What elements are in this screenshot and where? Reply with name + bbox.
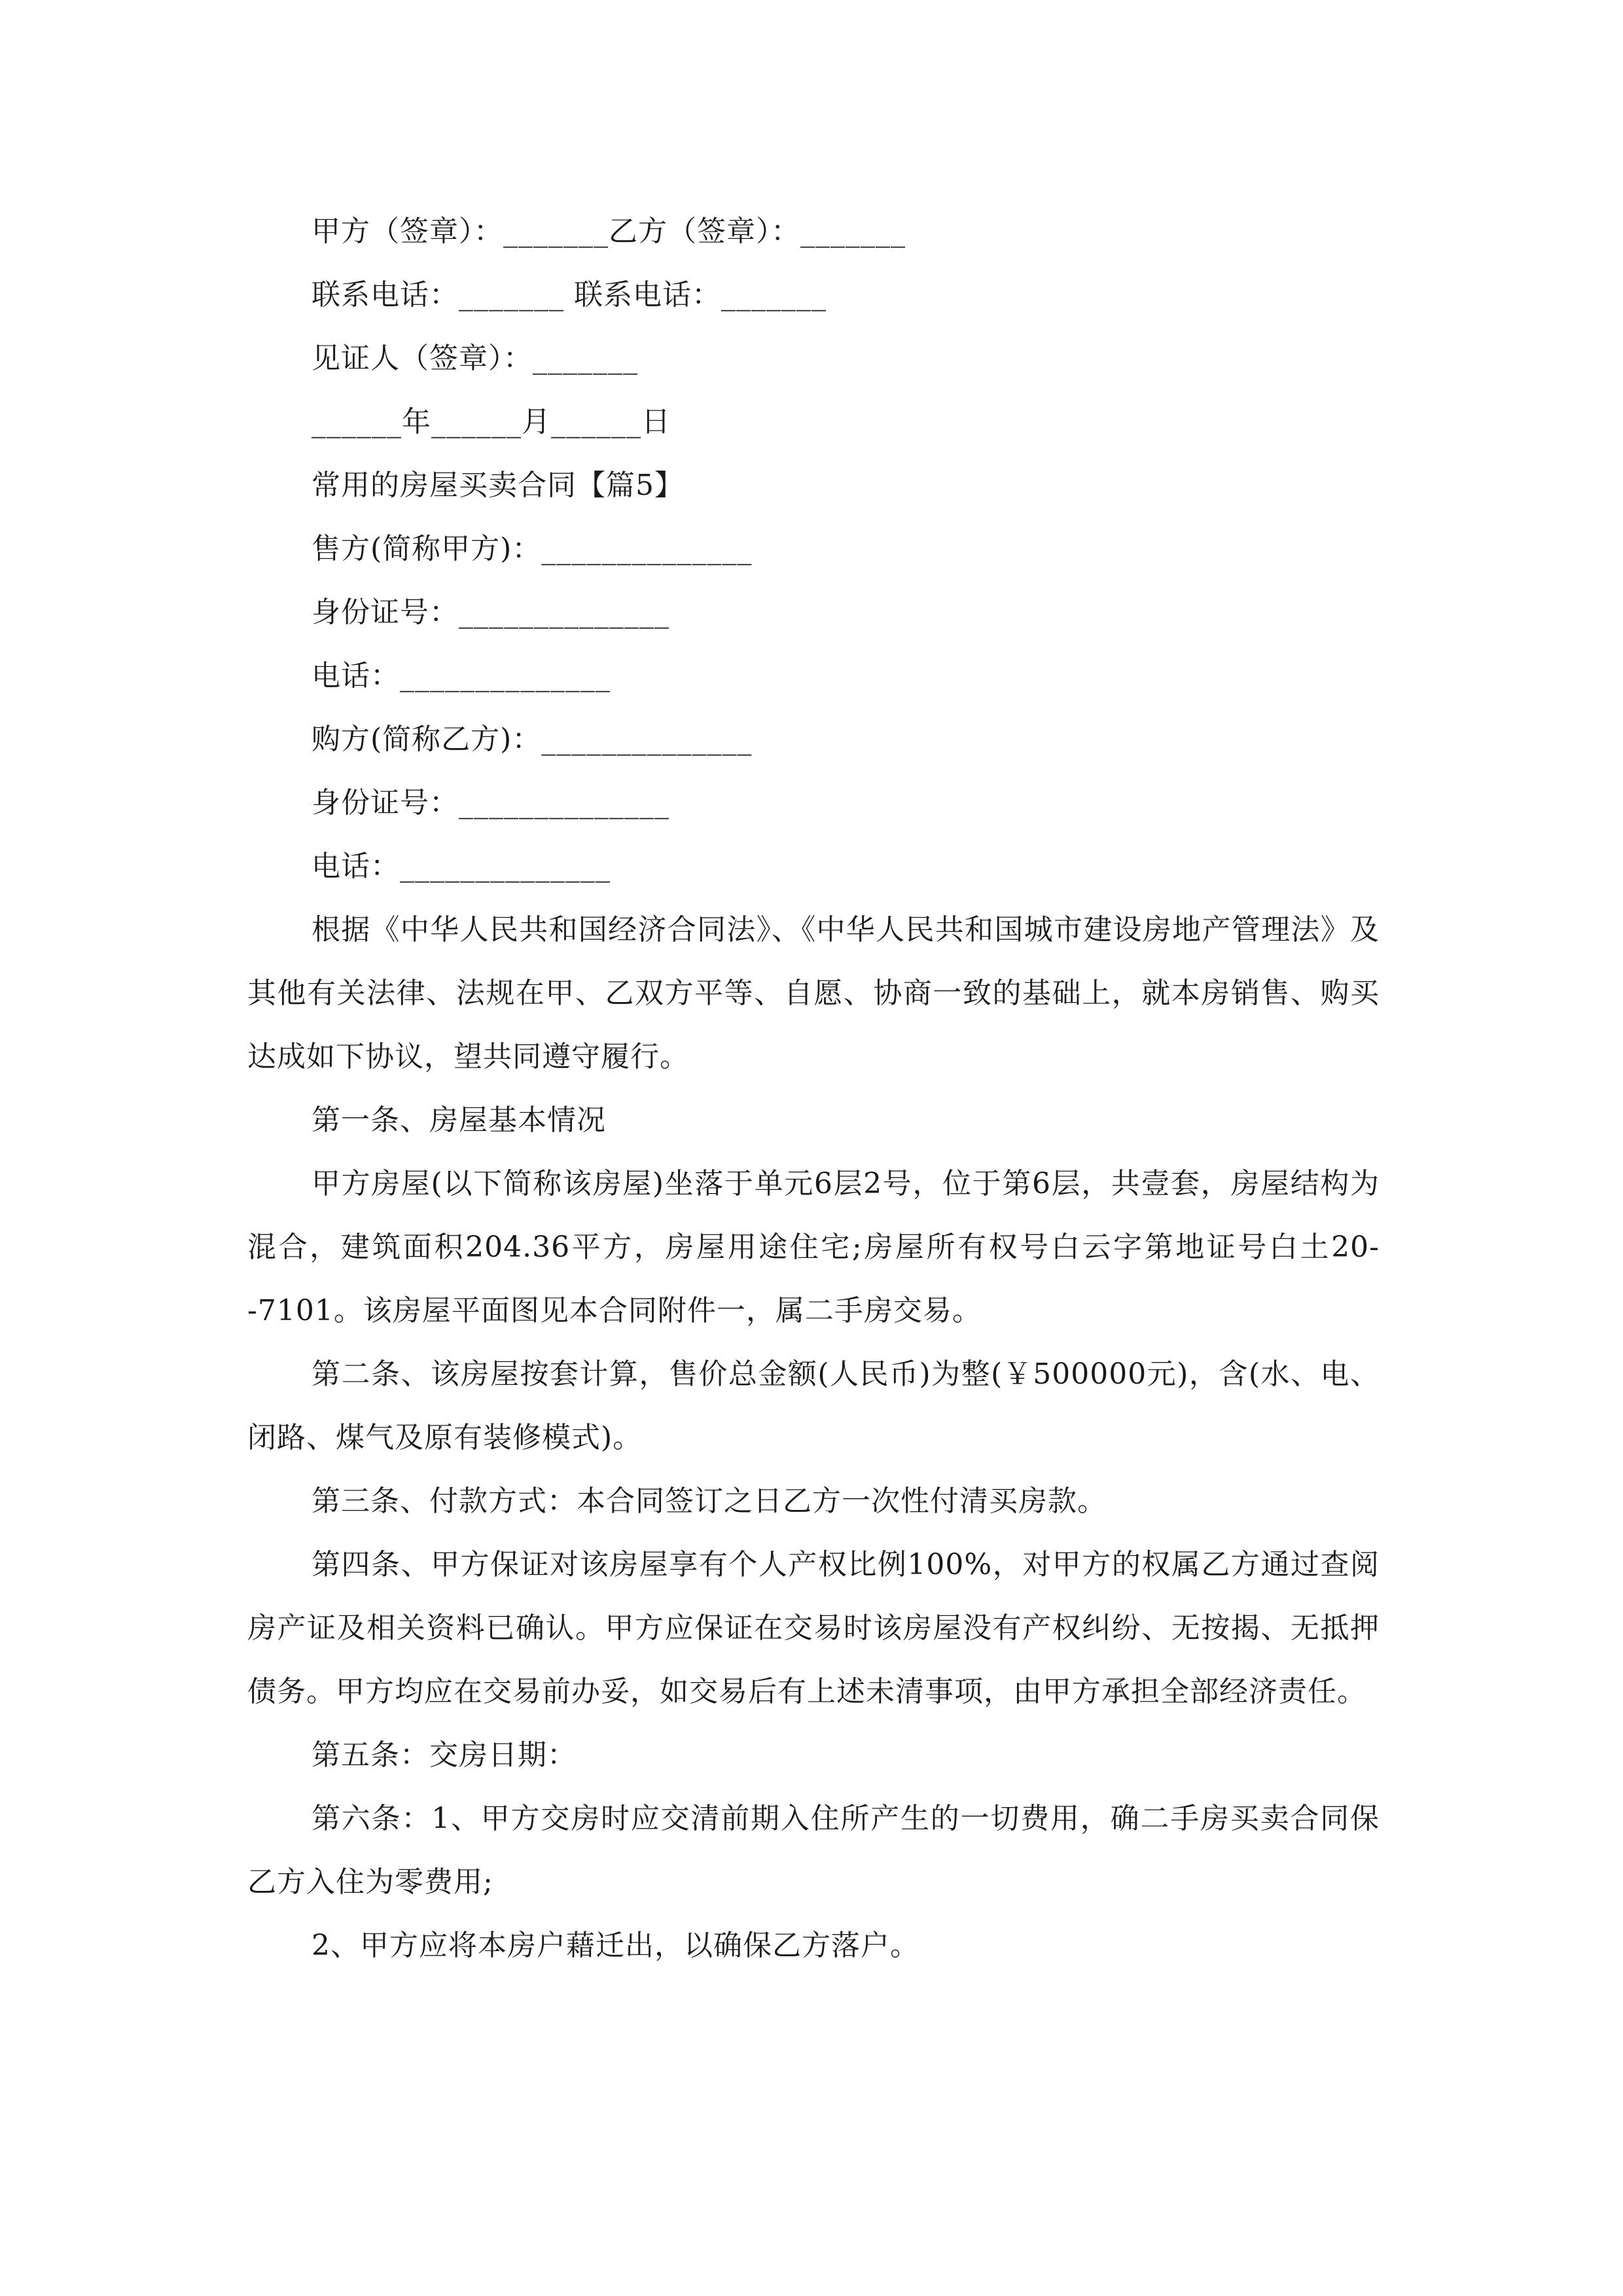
buyer-phone-line: 电话：______________	[312, 850, 611, 883]
signature-phone-line: 联系电话：_______ 联系电话：_______	[312, 278, 827, 312]
article4-paragraph: 第四条、甲方保证对该房屋享有个人产权比例100%，对甲方的权属乙方通过查阅房产证及相关资料已确认。甲方应保证在交易时该房屋没有产权纠纷、无按揭、无抵押债务。甲方均应在交易前办妥，如交易后有上述未清事项，由甲方承担全部经济责任。	[247, 1548, 1380, 1708]
article1-title: 第一条、房屋基本情况	[312, 1103, 606, 1137]
date-line: ______年______月______日	[312, 405, 671, 439]
article6-paragraph-2: 2、甲方应将本房户藉迁出，以确保乙方落户。	[312, 1929, 919, 1962]
seller-line: 售方(简称甲方)：______________	[312, 532, 753, 565]
article6-paragraph-1: 第六条：1、甲方交房时应交清前期入住所产生的一切费用，确二手房买卖合同保乙方入住为零费用;	[247, 1802, 1380, 1899]
contract-title: 常用的房屋买卖合同【篇5】	[312, 469, 684, 502]
witness-line: 见证人（签章）：_______	[312, 342, 638, 375]
document-body	[247, 200, 1380, 1977]
article2-paragraph: 第二条、该房屋按套计算，售价总金额(人民币)为整(￥500000元)，含(水、电、闭路、煤气及原有装修模式)。	[247, 1357, 1380, 1454]
buyer-id-line: 身份证号：______________	[312, 786, 669, 819]
buyer-line: 购方(简称乙方)：______________	[312, 723, 753, 756]
preamble-paragraph: 根据《中华人民共和国经济合同法》、《中华人民共和国城市建设房地产管理法》及其他有关法律、法规在甲、乙双方平等、自愿、协商一致的基础上，就本房销售、购买达成如下协议，望共同遵守履行。	[247, 913, 1380, 1073]
article3-paragraph: 第三条、付款方式：本合同签订之日乙方一次性付清买房款。	[312, 1484, 1107, 1518]
seller-phone-line: 电话：______________	[312, 659, 611, 692]
seller-id-line: 身份证号：______________	[312, 596, 669, 629]
signature-party-line: 甲方（签章）：_______乙方（签章）：_______	[312, 215, 906, 248]
article5-line: 第五条：交房日期：	[312, 1738, 577, 1772]
article1-paragraph: 甲方房屋(以下简称该房屋)坐落于单元6层2号，位于第6层，共壹套，房屋结构为混合，建筑面积204.36平方，房屋用途住宅;房屋所有权号白云字第地证号白土20--7101。该房屋平面图见本合同附件一，属二手房交易。	[247, 1167, 1380, 1327]
